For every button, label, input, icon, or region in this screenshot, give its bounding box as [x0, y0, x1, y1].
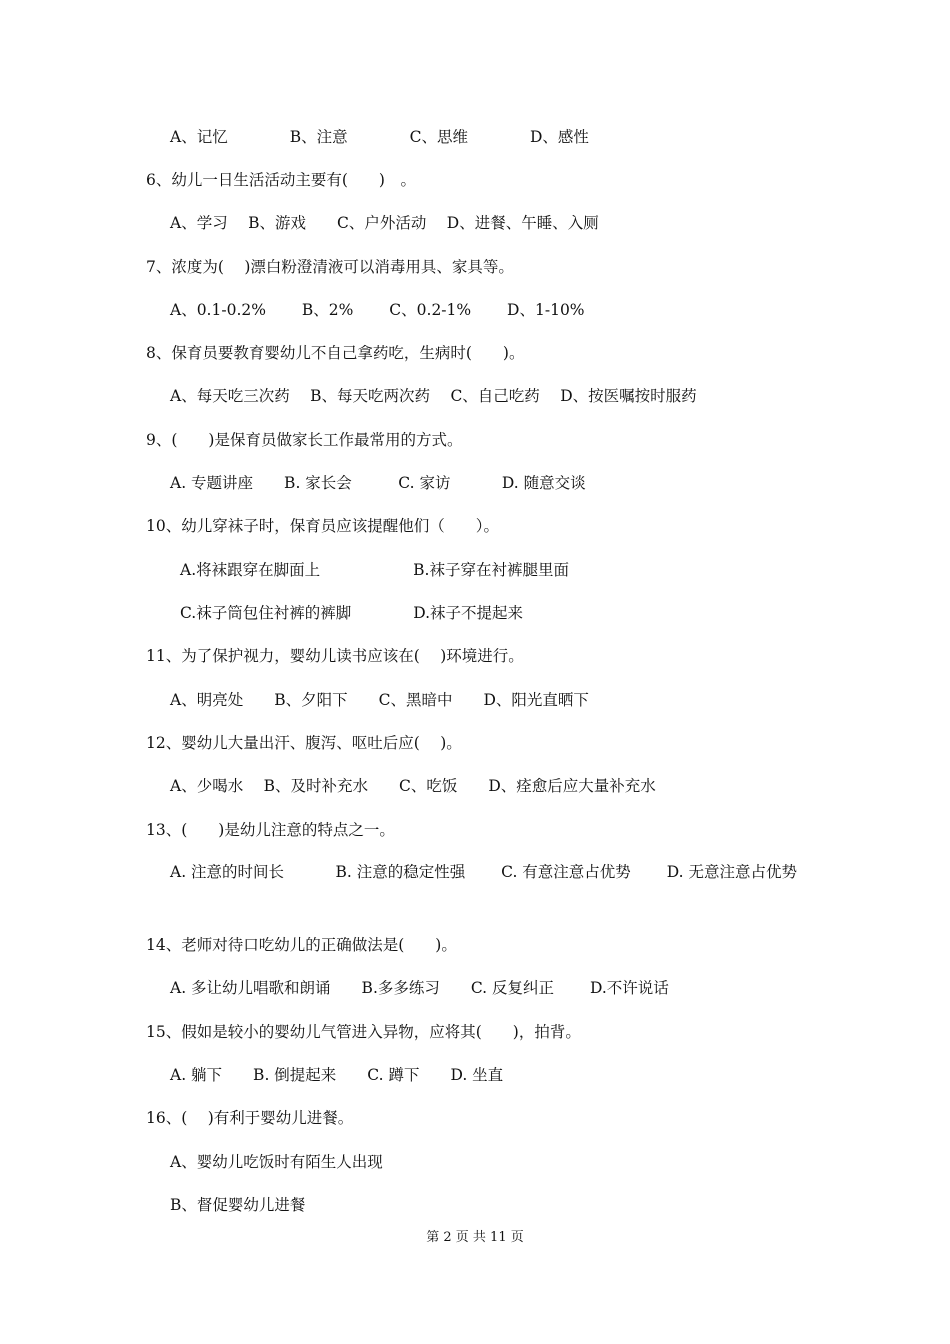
page-footer: 第 2 页 共 11 页	[426, 1230, 524, 1245]
q10-options-row2: C.袜子筒包住衬裤的裤脚 D.袜子不提起来	[180, 604, 524, 622]
q8-options: A、每天吃三次药 B、每天吃两次药 C、自己吃药 D、按医嘱按时服药	[170, 387, 697, 405]
q7-options: A、0.1-0.2% B、2% C、0.2-1% D、1-10%	[170, 301, 585, 319]
q12-question: 12、婴幼儿大量出汗、腹泻、呕吐后应( )。	[146, 734, 462, 752]
q11-question: 11、为了保护视力，婴幼儿读书应该在( )环境进行。	[146, 647, 524, 665]
q8-question: 8、保育员要教育婴幼儿不自己拿药吃，生病时( )。	[146, 344, 525, 362]
q10-options-row1: A.将袜跟穿在脚面上 B.袜子穿在衬裤腿里面	[180, 561, 569, 579]
q9-question: 9、( )是保育员做家长工作最常用的方式。	[146, 431, 463, 449]
q16-option-a: A、婴幼儿吃饭时有陌生人出现	[170, 1153, 383, 1171]
q9-options: A. 专题讲座 B. 家长会 C. 家访 D. 随意交谈	[170, 474, 586, 492]
q6-question: 6、幼儿一日生活活动主要有( ) 。	[146, 171, 416, 189]
q11-options: A、明亮处 B、夕阳下 C、黑暗中 D、阳光直晒下	[170, 691, 589, 709]
q14-options: A. 多让幼儿唱歌和朗诵 B.多多练习 C. 反复纠正 D.不许说话	[170, 979, 669, 997]
q15-options: A. 躺下 B. 倒提起来 C. 蹲下 D. 坐直	[170, 1066, 504, 1084]
q15-question: 15、假如是较小的婴幼儿气管进入异物，应将其( )，拍背。	[146, 1023, 581, 1041]
q16-question: 16、( )有利于婴幼儿进餐。	[146, 1109, 354, 1127]
q6-options: A、学习 B、游戏 C、户外活动 D、进餐、午睡、入厕	[170, 214, 599, 232]
q5-options: A、记忆 B、注意 C、思维 D、感性	[170, 128, 589, 146]
q10-question: 10、幼儿穿袜子时，保育员应该提醒他们（ ）。	[146, 517, 499, 535]
q7-question: 7、浓度为( )漂白粉澄清液可以消毒用具、家具等。	[146, 258, 514, 276]
q16-option-b: B、督促婴幼儿进餐	[170, 1196, 306, 1214]
q13-options: A. 注意的时间长 B. 注意的稳定性强 C. 有意注意占优势 D. 无意注意占优势	[170, 863, 797, 881]
q12-options: A、少喝水 B、及时补充水 C、吃饭 D、痊愈后应大量补充水	[170, 777, 656, 795]
q13-question: 13、( )是幼儿注意的特点之一。	[146, 821, 395, 839]
q14-question: 14、老师对待口吃幼儿的正确做法是( )。	[146, 936, 457, 954]
